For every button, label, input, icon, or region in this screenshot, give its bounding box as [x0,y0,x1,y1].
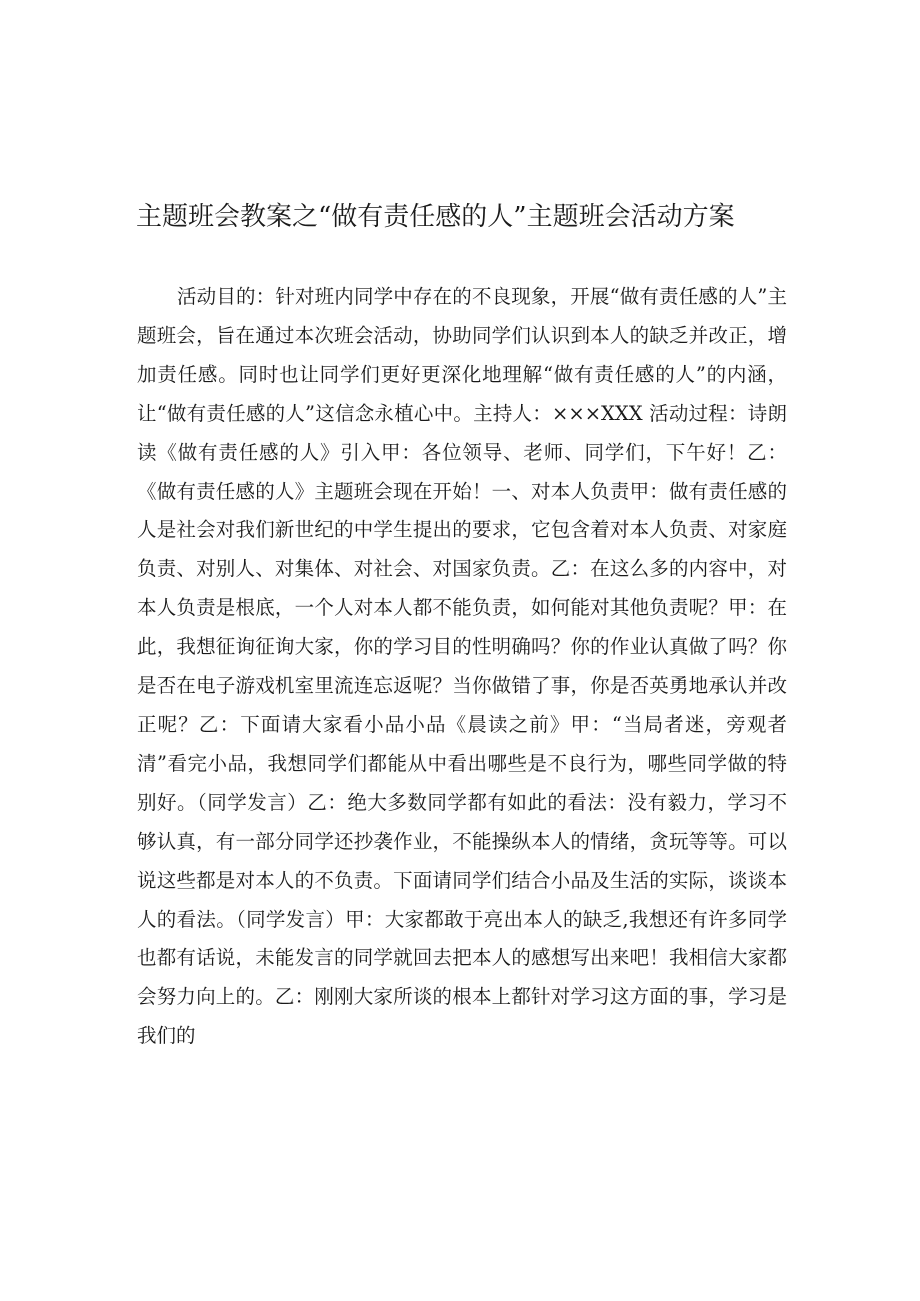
document-body-paragraph: 活动目的：针对班内同学中存在的不良现象，开展“做有责任感的人”主题班会，旨在通过本次班会活动，协助同学们认识到本人的缺乏并改正，增加责任感。同时也让同学们更好更深化地理解“做有责任感的人”的内涵，让“做有责任感的人”这信念永植心中。主持人：×××XXX 活动过程：诗朗读《做有责任感的人》引入甲：各位领导、老师、同学们，下午好！乙：《做有责任感的人》主题班会现在开始！一、对本人负责甲：做有责任感的人是社会对我们新世纪的中学生提出的要求，它包含着对本人负责、对家庭负责、对别人、对集体、对社会、对国家负责。乙：在这么多的内容中，对本人负责是根底，一个人对本人都不能负责，如何能对其他负责呢？甲：在此，我想征询征询大家，你的学习目的性明确吗？你的作业认真做了吗？你是否在电子游戏机室里流连忘返呢？当你做错了事，你是否英勇地承认并改正呢？乙：下面请大家看小品小品《晨读之前》甲：“当局者迷，旁观者清”看完小品，我想同学们都能从中看出哪些是不良行为，哪些同学做的特别好。（同学发言）乙：绝大多数同学都有如此的看法：没有毅力，学习不够认真，有一部分同学还抄袭作业，不能操纵本人的情绪，贪玩等等。可以说这些都是对本人的不负责。下面请同学们结合小品及生活的实际，谈谈本人的看法。（同学发言）甲：大家都敢于亮出本人的缺乏,我想还有许多同学也都有话说，未能发言的同学就回去把本人的感想写出来吧！我相信大家都会努力向上的。乙：刚刚大家所谈的根本上都针对学习这方面的事，学习是我们的 [137,285,787,1048]
document-title: 主题班会教案之“做有责任感的人”主题班会活动方案 [136,202,735,232]
